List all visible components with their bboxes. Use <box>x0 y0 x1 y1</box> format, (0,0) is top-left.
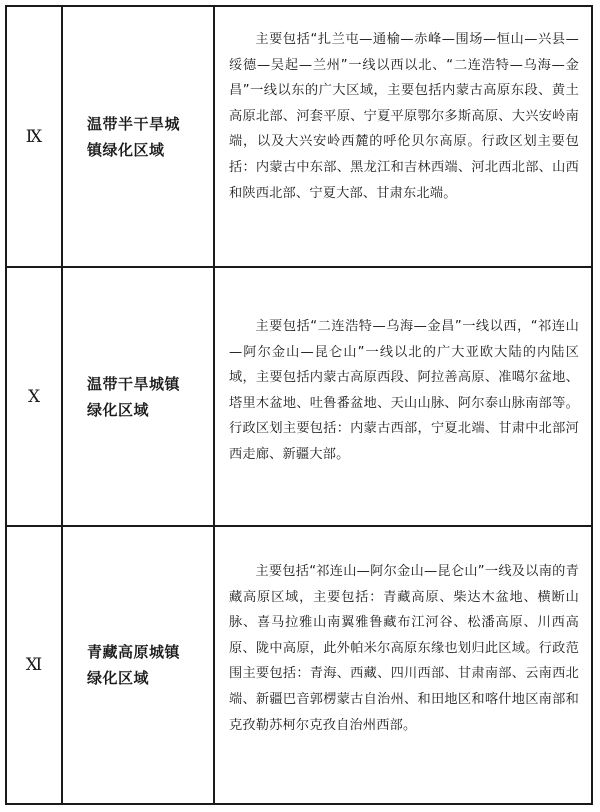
zone-description: 主要包括“祁连山—阿尔金山—昆仑山”一线及以南的青藏高原区域，主要包括：青藏高原、柴达木盆地、横断山脉、喜马拉雅山南翼雅鲁藏布江河谷、松潘高原、川西高原、陇中高原，此外帕米尔高原东缘也划归此区域。行政范围主要包括：青海、西藏、四川西部、甘肃南部、云南西北端、新疆巴音郭楞蒙古自治州、和田地区和喀什地区南部和克孜勒苏柯尔克孜自治州西部。 <box>229 564 579 733</box>
zone-number: Ⅹ <box>7 268 63 525</box>
zone-description-cell <box>215 268 591 525</box>
zone-name: 温带干旱城镇绿化区域 <box>87 374 181 419</box>
table-row <box>7 525 591 803</box>
zone-name-cell <box>63 268 215 525</box>
table-row <box>7 266 591 525</box>
zone-name-cell <box>63 7 215 266</box>
zone-number: Ⅺ <box>7 527 63 803</box>
zone-name-cell <box>63 527 215 803</box>
zone-name: 青藏高原城镇绿化区域 <box>87 643 181 687</box>
zoning-table <box>5 5 593 805</box>
zone-description: 主要包括“扎兰屯—通榆—赤峰—围场—恒山—兴县—绥德—吴起—兰州”一线以西以北、“二连浩特—乌海—金昌”一线以东的广大区域，主要包括内蒙古高原东段、黄土高原北部、河套平原、宁夏平原鄂尔多斯高原、大兴安岭南端，以及大兴安岭西麓的呼伦贝尔高原。行政区划主要包括：内蒙古中东部、黑龙江和吉林西端、河北西北部、山西和陕西北部、宁夏大部、甘肃东北端。 <box>229 32 579 201</box>
zone-number: Ⅸ <box>7 7 63 266</box>
zone-description-cell <box>215 527 591 803</box>
zone-name: 温带半干旱城镇绿化区域 <box>87 114 181 159</box>
table-row <box>7 7 591 266</box>
zone-description: 主要包括“二连浩特—乌海—金昌”一线以西，“祁连山—阿尔金山—昆仑山”一线以北的广大亚欧大陆的内陆区域，主要包括内蒙古高原西段、阿拉善高原、准噶尔盆地、塔里木盆地、吐鲁番盆地、天山山脉、阿尔泰山脉南部等。行政区划主要包括：内蒙古西部，宁夏北端、甘肃中北部河西走廊、新疆大部。 <box>229 319 579 462</box>
zone-description-cell <box>215 7 591 266</box>
